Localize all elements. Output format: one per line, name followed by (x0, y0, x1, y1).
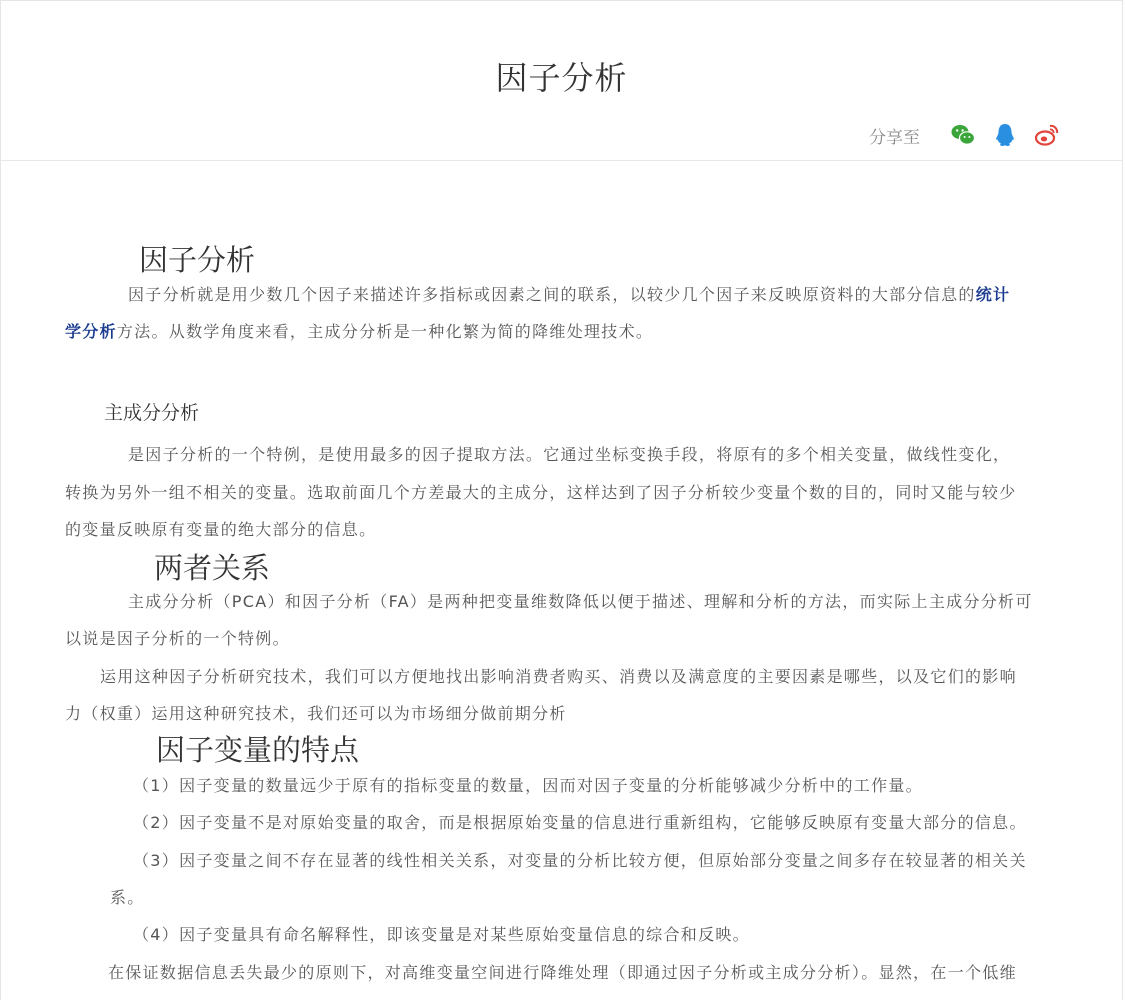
feature-item-3-line-2: 系。 (110, 888, 145, 907)
statistics-link[interactable]: 统计 (975, 285, 1011, 304)
wechat-icon[interactable] (950, 122, 976, 148)
paragraph-usage-line-2: 力（权重）运用这种研究技术，我们还可以为市场细分做前期分析 (65, 704, 567, 723)
paragraph-pca-line-2: 转换为另外一组不相关的变量。选取前面几个方差最大的主成分，这样达到了因子分析较少变量个数的目的，同时又能与较少 (65, 483, 1017, 502)
paragraph-pca-line-3: 的变量反映原有变量的绝大部分的信息。 (65, 520, 377, 539)
feature-item-4: （4）因子变量具有命名解释性，即该变量是对某些原始变量信息的综合和反映。 (133, 925, 750, 944)
paragraph-relation-line-2: 以说是因子分析的一个特例。 (65, 629, 290, 648)
feature-item-1: （1）因子变量的数量远少于原有的指标变量的数量，因而对因子变量的分析能够减少分析中的工作量。 (133, 776, 923, 795)
statistics-analysis-link[interactable]: 学分析 (65, 322, 117, 341)
paragraph-pca-line-1: 是因子分析的一个特例，是使用最多的因子提取方法。它通过坐标变换手段，将原有的多个相关变量，做线性变化， (128, 445, 1011, 464)
article-header (1, 1, 1122, 161)
paragraph-intro-line-1: 因子分析就是用少数几个因子来描述许多指标或因素之间的联系，以较少几个因子来反映原资料的大部分信息的统计 (128, 285, 1011, 304)
share-bar (869, 122, 1060, 148)
heading-factor-analysis: 因子分析 (139, 243, 256, 277)
feature-item-3-line-1: （3）因子变量之间不存在显著的线性相关关系，对变量的分析比较方便，但原始部分变量之间多存在较显著的相关关 (133, 851, 1027, 870)
heading-features: 因子变量的特点 (156, 733, 360, 767)
share-label: 分享至 (869, 127, 920, 148)
paragraph-usage-line-1: 运用这种因子分析研究技术，我们可以方便地找出影响消费者购买、消费以及满意度的主要因素是哪些，以及它们的影响 (100, 667, 1017, 686)
feature-item-2: （2）因子变量不是对原始变量的取舍，而是根据原始变量的信息进行重新组构，它能够反映原有变量大部分的信息。 (133, 813, 1027, 832)
paragraph-relation-line-1: 主成分分析（PCA）和因子分析（FA）是两种把变量维数降低以便于描述、理解和分析的方法，而实际上主成分分析可 (128, 592, 1033, 611)
qq-icon[interactable] (992, 122, 1018, 148)
paragraph-intro-line-2: 学分析方法。从数学角度来看，主成分分析是一种化繁为简的降维处理技术。 (65, 322, 654, 341)
weibo-icon[interactable] (1034, 122, 1060, 148)
heading-pca: 主成分分析 (104, 402, 200, 424)
page-title: 因子分析 (495, 59, 628, 97)
heading-relation: 两者关系 (154, 551, 271, 585)
paragraph-summary-line-1: 在保证数据信息丢失最少的原则下，对高维变量空间进行降维处理（即通过因子分析或主成分分析）。显然，在一个低维 (108, 963, 1017, 982)
